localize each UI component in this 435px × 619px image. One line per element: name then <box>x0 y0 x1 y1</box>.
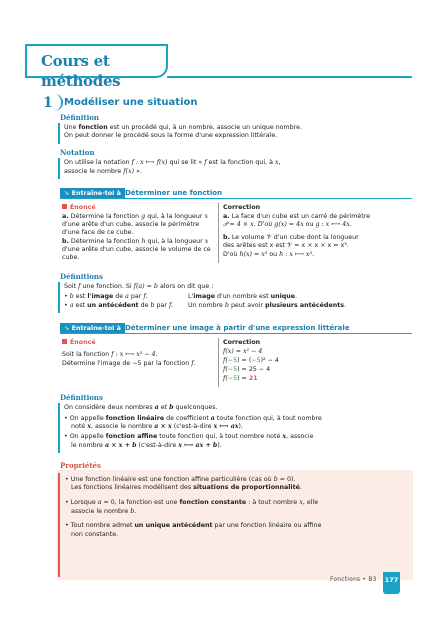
notation-heading: Notation <box>60 148 95 157</box>
title-box <box>25 44 168 91</box>
definition-line-2: On peut donner le procédé sous la forme d'une expression littérale. <box>64 132 278 139</box>
definitions-2-heading: Définitions <box>60 272 103 281</box>
exercise-2-title: Déterminer une image à partir d'une expression littérale <box>125 324 350 332</box>
definitions-2-remark-1: L'image d'un nombre est unique. <box>188 293 298 300</box>
exercise-1-divider <box>218 203 219 263</box>
definitions-3-linear-line-2: noté x, associe le nombre a × x (c'est-à-dire x ⟼ ax). <box>71 423 243 430</box>
exercise-1-correction-b-line-3: D'où h(x) = x³ ou h : x ⟼ x³. <box>223 251 315 258</box>
exercise-2-correction-line-3: f(−5) = 25 − 4 <box>223 366 271 373</box>
exercise-1-a-line-3: d'une face de ce cube. <box>62 229 134 236</box>
exercise-1-b-line-2: d'une arête d'un cube, associe le volume de ce <box>62 246 211 253</box>
exercise-1-correction-a-line-1: a. La face d'un cube est un carré de périmètre <box>223 213 371 220</box>
exercise-1-title: Déterminer une fonction <box>125 189 223 197</box>
exercise-1-b-line-3: cube. <box>62 254 80 261</box>
exercise-2-correction-line-4: f(−5) = 21 <box>223 375 258 382</box>
exercise-2-line-1: Soit la fonction f : x ⟼ x² − 4. <box>62 351 158 358</box>
section-title: Modéliser une situation <box>64 97 198 108</box>
definitions-3-linear-line-1: • On appelle fonction linéaire de coefficient a toute fonction qui, à tout nombre <box>64 415 322 422</box>
exercise-1-b-line-1: b. Détermine la fonction h qui, à la longueur x <box>62 238 209 245</box>
definitions-3-bar <box>58 403 60 453</box>
exercise-1-a-line-2: d'une arête d'un cube, associe le périmètre <box>62 221 200 228</box>
properties-heading: Propriétés <box>60 461 101 470</box>
definitions-3-heading: Définitions <box>60 393 103 402</box>
definitions-3-affine-line-2: le nombre a × x + b (c'est-à-dire x ⟼ ax + b). <box>71 442 222 449</box>
title-underline <box>167 76 412 78</box>
page-number: 177 <box>383 572 400 594</box>
property-2-line-1: • Lorsque a = 0, la fonction est une fonction constante : à tout nombre x, elle <box>65 499 319 506</box>
definitions-3-intro: On considère deux nombres a et b quelconques. <box>64 404 218 411</box>
definition-bar <box>58 123 60 144</box>
property-1-line-1: • Une fonction linéaire est une fonction affine particulière (cas où b = 0). <box>65 476 296 483</box>
exercise-2-tag: ➘ Entraîne-toi à <box>60 323 125 333</box>
definitions-2-item-1: • b est l'image de a par f. <box>64 293 148 300</box>
exercise-2-enonce-heading: Énoncé <box>62 339 96 347</box>
exercise-1-tag: ➘ Entraîne-toi à <box>60 188 125 198</box>
exercise-1-header <box>60 188 412 199</box>
definitions-2-remark-2: Un nombre b peut avoir plusieurs antécédents. <box>188 302 346 309</box>
exercise-2-header <box>60 323 412 334</box>
properties-bar <box>58 473 60 577</box>
exercise-1-correction-heading: Correction <box>223 204 261 211</box>
exercise-2-correction-line-1: f(x) = x² − 4 <box>223 348 263 355</box>
definition-heading: Définition <box>60 113 100 122</box>
property-3-line-1: • Tout nombre admet un unique antécédent par une fonction linéaire ou affine <box>65 522 322 529</box>
section-number-arc <box>53 94 63 111</box>
property-3-line-2: non constante. <box>71 531 119 538</box>
notation-line-2: associe le nombre f(x) ». <box>64 168 142 175</box>
definition-line-1: Une fonction est un procédé qui, à un nombre, associe un unique nombre. <box>64 124 302 131</box>
exercise-1-enonce-heading: Énoncé <box>62 204 96 212</box>
section-number: 1 <box>43 95 53 111</box>
exercise-2-line-2: Détermine l'image de −5 par la fonction f. <box>62 360 196 367</box>
exercise-1-correction-b-line-2: des arêtes est x est 𝒱 = x × x × x = x³. <box>223 242 349 249</box>
red-square-icon <box>62 204 67 209</box>
exercise-2-correction-line-2: f(−5) = (−5)² − 4 <box>223 357 279 364</box>
definitions-2-intro: Soit f une fonction. Si f(a) = b alors on dit que : <box>64 283 214 290</box>
notation-bar <box>58 158 60 179</box>
definitions-2-item-2: • a est un antécédent de b par f. <box>64 302 174 309</box>
exercise-2-correction-heading: Correction <box>223 339 261 346</box>
exercise-1-correction-b-line-1: b. Le volume 𝒱 d'un cube dont la longueur <box>223 234 359 241</box>
notation-line-1: On utilise la notation f : x ⟼ f(x) qui se lit « f est la fonction qui, à x, <box>64 159 281 166</box>
page-title: Cours et méthodes <box>41 52 121 91</box>
definitions-3-affine-line-1: • On appelle fonction affine toute fonction qui, à tout nombre noté x, associe <box>64 433 314 440</box>
red-square-icon <box>62 339 67 344</box>
exercise-1-a-line-1: a. Détermine la fonction g qui, à la longueur x <box>62 213 208 220</box>
property-1-line-2: Les fonctions linéaires modélisent des situations de proportionnalité. <box>71 484 302 491</box>
footer-chapter: Fonctions • B3 <box>330 577 377 583</box>
exercise-1-correction-a-line-2: 𝒫 = 4 × x. D'où g(x) = 4x ou g : x ⟼ 4x. <box>223 221 352 228</box>
exercise-2-divider <box>218 338 219 387</box>
property-2-line-2: associe le nombre b. <box>71 508 137 515</box>
definitions-2-bar <box>58 282 60 313</box>
